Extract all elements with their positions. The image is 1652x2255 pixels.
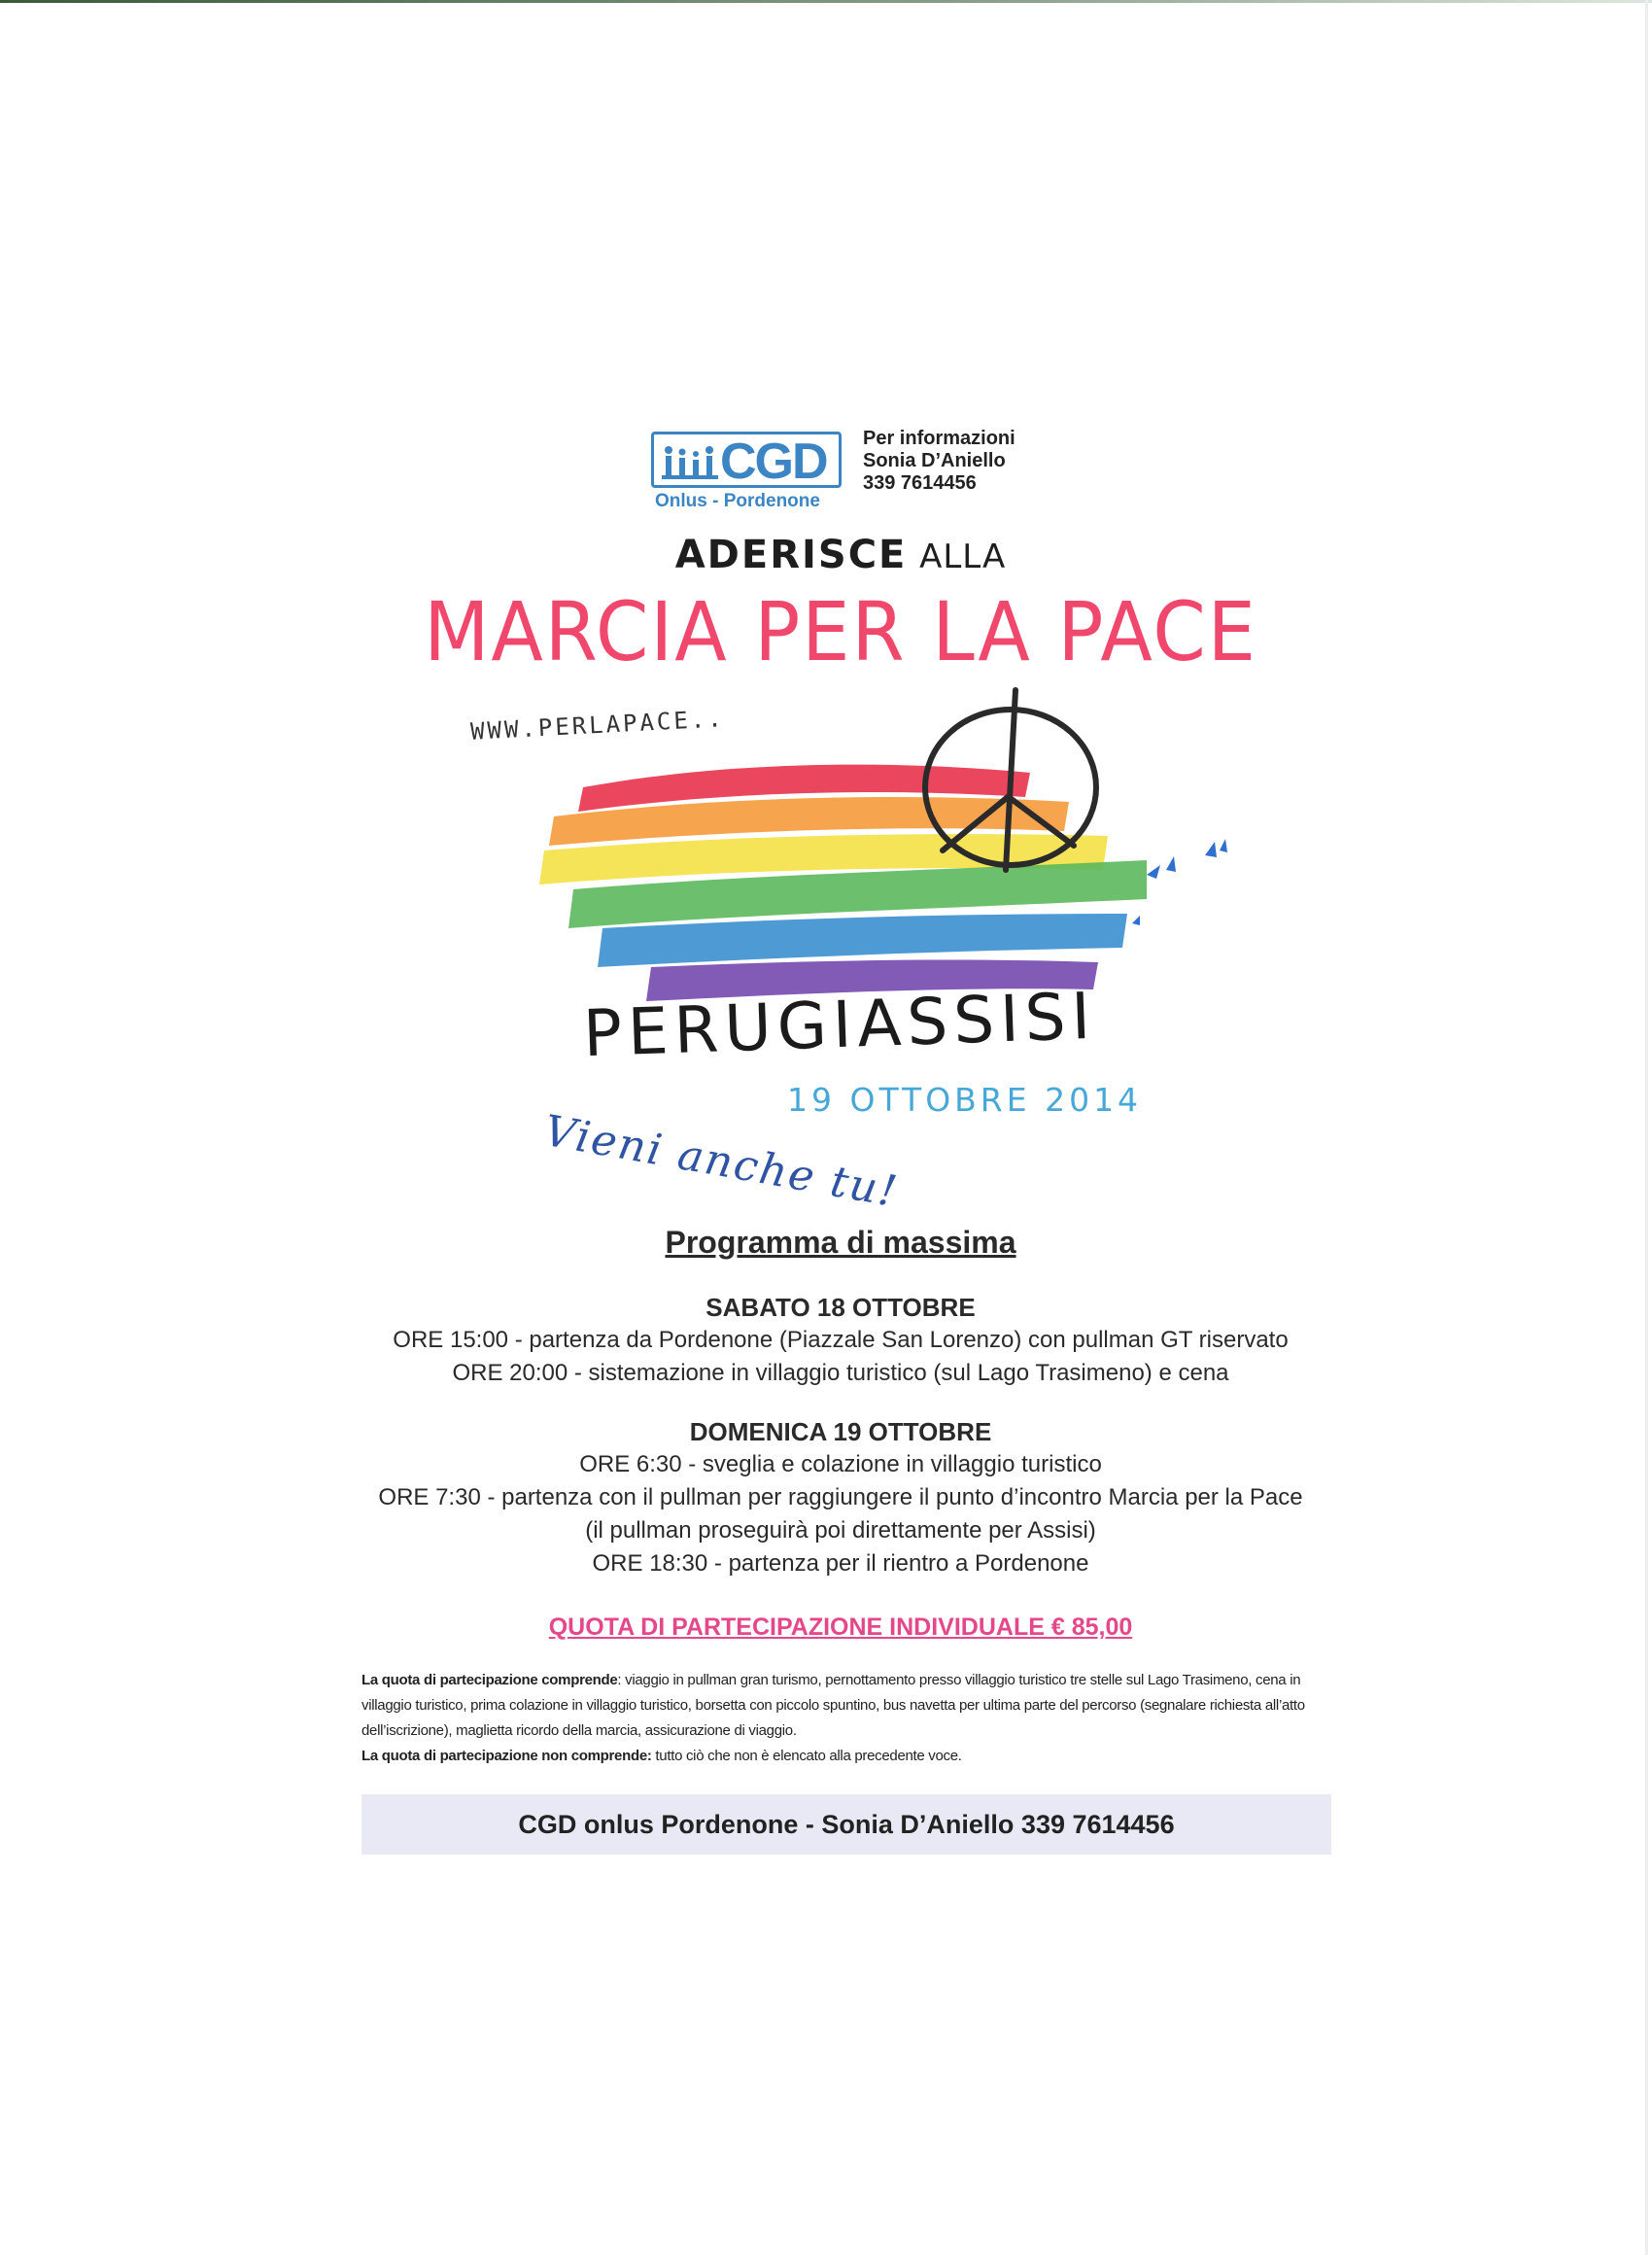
url-scribble: WWW.PERLAPACE.. (469, 705, 726, 746)
people-icon (660, 442, 720, 481)
contact-info (863, 428, 1057, 495)
logo-wordmark: CGD (720, 434, 827, 490)
schedule-line: ORE 15:00 - partenza da Pordenone (Piazzale San Lorenzo) con pullman GT riservato (393, 1327, 1289, 1353)
footer-bar (361, 1794, 1331, 1855)
page-edge-right (1645, 0, 1648, 2255)
program-title: Programma di massima (665, 1225, 1016, 1260)
rainbow-stripe-blue (598, 914, 1127, 967)
page-edge-top (0, 0, 1652, 3)
includes-label: La quota di partecipazione comprende (361, 1672, 618, 1688)
schedule-line: ORE 18:30 - partenza per il rientro a Pordenone (592, 1550, 1089, 1577)
schedule-line: (il pullman proseguirà poi direttamente per Assisi) (585, 1517, 1096, 1544)
day-title-saturday: SABATO 18 OTTOBRE (706, 1293, 976, 1322)
includes-text: : viaggio in pullman gran turismo, pernottamento presso villaggio turistico tre stelle sul Lago Trasimeno, cena in villaggio turistico, prima colazione in villaggio turistico, borsetta con piccolo spuntino, bus navetta per ultima parte del percorso (segnalare richiesta all’atto dell’iscrizione), maglietta ricordo della marcia, assicurazione di viaggio. (361, 1672, 1305, 1739)
schedule-line: ORE 6:30 - sveglia e colazione in villaggio turistico (579, 1451, 1102, 1477)
quota-title: QUOTA DI PARTECIPAZIONE INDIVIDUALE € 85,00 (548, 1613, 1133, 1641)
fine-print (361, 1668, 1333, 1769)
aderisce-word: ADERISCE (674, 533, 908, 577)
alla-word: ALLA (919, 538, 1007, 576)
perugiassisi-text: PERUGIASSISI (581, 978, 1098, 1072)
cgd-logo-frame (651, 432, 842, 488)
headline-aderisce (0, 533, 1652, 577)
contact-phone: 339 7614456 (863, 472, 977, 494)
excludes-text: tutto ciò che non è elencato alla precedente voce. (651, 1748, 962, 1764)
contact-label: Per informazioni (863, 428, 1015, 449)
rainbow-brushstrokes (539, 765, 1147, 1001)
schedule-line: ORE 7:30 - partenza con il pullman per raggiungere il punto d’incontro Marcia per la Pace (378, 1484, 1303, 1510)
event-date: 19 OTTOBRE 2014 (787, 1081, 1143, 1119)
slogan-text: Vieni anche tu! (540, 1106, 903, 1218)
logo-subtitle: Onlus - Pordenone (655, 491, 820, 511)
schedule-line: ORE 20:00 - sistemazione in villaggio turistico (sul Lago Trasimeno) e cena (452, 1360, 1229, 1386)
headline-marcia: MARCIA PER LA PACE (424, 584, 1257, 679)
cgd-logo (649, 428, 843, 515)
excludes-label: La quota di partecipazione non comprende: (361, 1748, 652, 1764)
contact-name: Sonia D’Aniello (863, 450, 1006, 471)
day-title-sunday: DOMENICA 19 OTTOBRE (689, 1417, 992, 1446)
footer-contact: CGD onlus Pordenone - Sonia D’Aniello 339 7614456 (518, 1810, 1175, 1839)
